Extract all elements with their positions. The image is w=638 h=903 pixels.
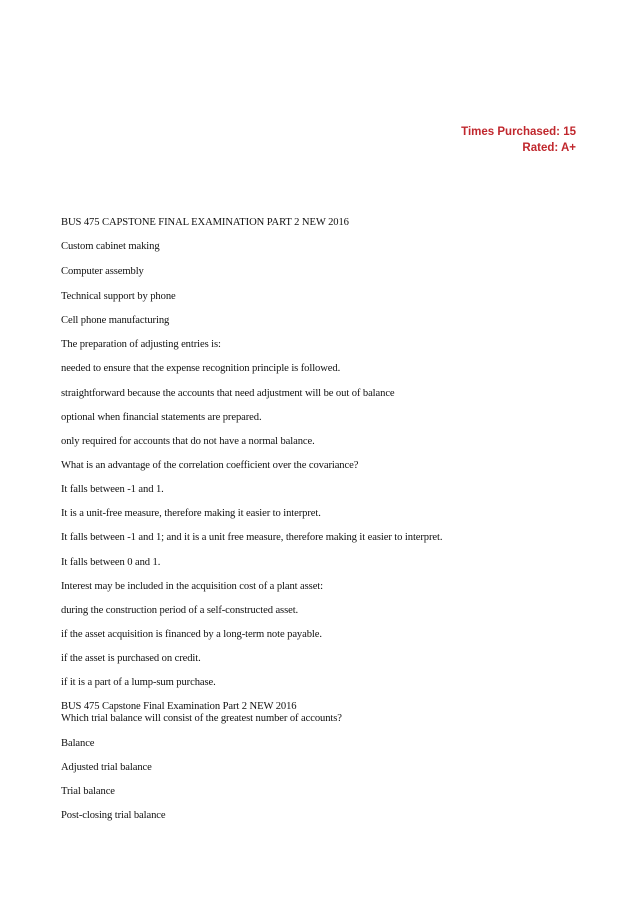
answer-option: It is a unit-free measure, therefore making it easier to interpret.: [61, 508, 321, 519]
answer-option: Adjusted trial balance: [61, 762, 152, 773]
answer-option: Computer assembly: [61, 266, 144, 277]
question: Interest may be included in the acquisition cost of a plant asset:: [61, 581, 323, 592]
answer-option: needed to ensure that the expense recognition principle is followed.: [61, 363, 341, 374]
answer-option: It falls between 0 and 1.: [61, 557, 161, 568]
rating: Rated: A+: [522, 142, 576, 154]
answer-option: Balance: [61, 738, 95, 749]
answer-option: if the asset acquisition is financed by a long-term note payable.: [61, 629, 322, 640]
question: The preparation of adjusting entries is:: [61, 339, 221, 350]
answer-option: Trial balance: [61, 786, 115, 797]
document-title: BUS 475 CAPSTONE FINAL EXAMINATION PART 2 NEW 2016: [61, 217, 349, 228]
answer-option: Post-closing trial balance: [61, 810, 166, 821]
answer-option: only required for accounts that do not have a normal balance.: [61, 436, 315, 447]
answer-option: Cell phone manufacturing: [61, 315, 170, 326]
question: What is an advantage of the correlation coefficient over the covariance?: [61, 460, 359, 471]
times-purchased: Times Purchased: 15: [461, 126, 576, 138]
question: Which trial balance will consist of the greatest number of accounts?: [61, 713, 342, 724]
answer-option: It falls between -1 and 1.: [61, 484, 164, 495]
answer-option: Technical support by phone: [61, 291, 176, 302]
purchase-info: [461, 124, 576, 156]
answer-option: straightforward because the accounts that need adjustment will be out of balance: [61, 388, 395, 399]
answer-option: Custom cabinet making: [61, 241, 160, 252]
answer-option: optional when financial statements are prepared.: [61, 412, 262, 423]
answer-option: if the asset is purchased on credit.: [61, 653, 201, 664]
section-title: BUS 475 Capstone Final Examination Part 2 NEW 2016: [61, 701, 297, 712]
answer-option: It falls between -1 and 1; and it is a unit free measure, therefore making it easier to interpret.: [61, 532, 443, 543]
answer-option: if it is a part of a lump-sum purchase.: [61, 677, 216, 688]
answer-option: during the construction period of a self-constructed asset.: [61, 605, 299, 616]
